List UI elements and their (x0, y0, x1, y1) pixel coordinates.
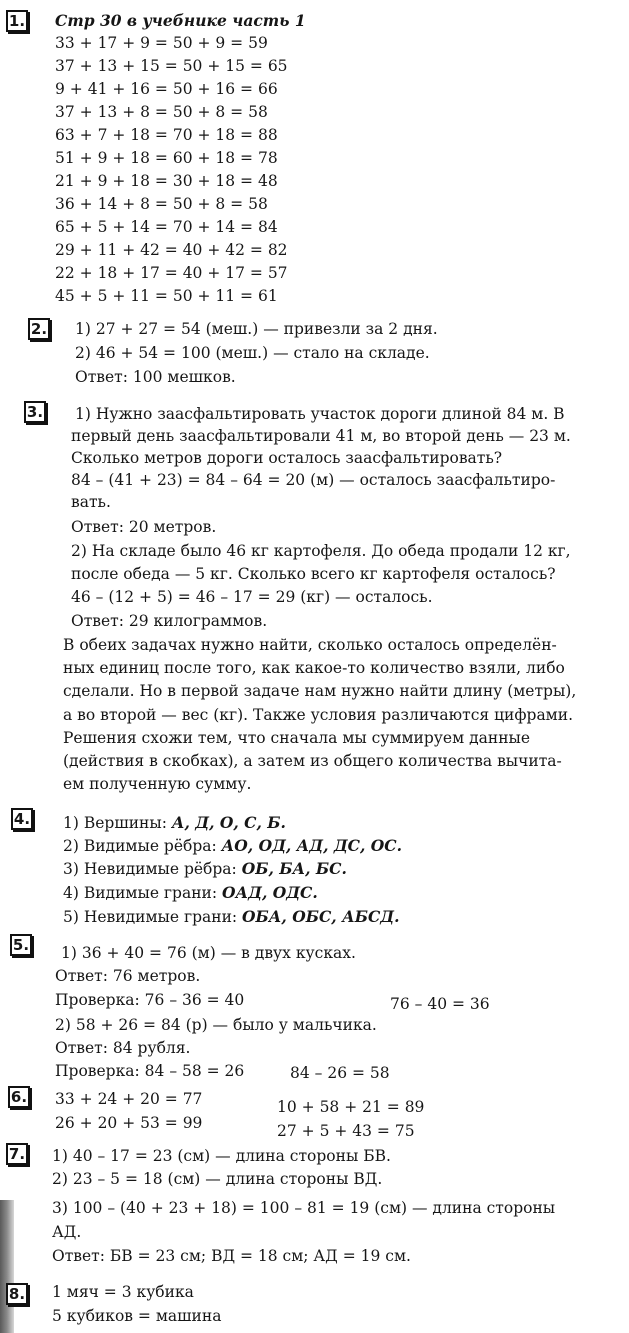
item-value: АО, ОД, АД, ДС, ОС. (221, 836, 403, 855)
task-heading: Стр 30 в учебнике часть 1 (55, 11, 306, 30)
answer-line: Ответ: БВ = 23 см; ВД = 18 см; АД = 19 см. (52, 1247, 411, 1265)
text-line: 5 кубиков = машина (52, 1307, 222, 1325)
text-line: первый день заасфальтировали 41 м, во второй день — 23 м. (71, 427, 571, 445)
text-line: 2) На складе было 46 кг картофеля. До обеда продали 12 кг, (71, 542, 571, 560)
item-value: ОАД, ОДС. (222, 883, 318, 902)
equation-line: 10 + 58 + 21 = 89 (277, 1098, 425, 1116)
solution-line: 1) 27 + 27 = 54 (меш.) — привезли за 2 дня. (75, 320, 438, 338)
solution-line: 3) 100 – (40 + 23 + 18) = 100 – 81 = 19 (см) — длина стороны (52, 1199, 556, 1217)
solution-line: 1) 36 + 40 = 76 (м) — в двух кусках. (61, 944, 356, 962)
item-value: А, Д, О, С, Б. (171, 813, 286, 832)
equation-line: 22 + 18 + 17 = 40 + 17 = 57 (55, 264, 288, 282)
item-label: 4) Видимые грани: (63, 884, 223, 902)
text-line: Решения схожи тем, что сначала мы суммируем данные (63, 729, 531, 747)
list-item (63, 905, 399, 929)
equation-line: 65 + 5 + 14 = 70 + 14 = 84 (55, 218, 278, 236)
equation-line: 37 + 13 + 15 = 50 + 15 = 65 (55, 57, 288, 75)
item-value: ОБ, БА, БС. (241, 859, 347, 878)
item-label: 1) Вершины: (63, 814, 172, 832)
task-number: 4. (11, 808, 33, 830)
text-line: 1 мяч = 3 кубика (52, 1283, 194, 1301)
answer-line: Ответ: 100 мешков. (75, 368, 236, 386)
answer-line: Ответ: 20 метров. (71, 518, 217, 536)
list-item (63, 811, 286, 835)
list-item (63, 834, 402, 858)
equation-line: 51 + 9 + 18 = 60 + 18 = 78 (55, 149, 278, 167)
answer-line: Ответ: 29 килограммов. (71, 612, 268, 630)
page-edge-shadow (0, 1200, 14, 1333)
equation-line: 45 + 5 + 11 = 50 + 11 = 61 (55, 287, 278, 305)
equation-line: 33 + 24 + 20 = 77 (55, 1090, 203, 1108)
task-number: 2. (28, 318, 50, 340)
task-number: 3. (24, 401, 46, 423)
equation-line: 29 + 11 + 42 = 40 + 42 = 82 (55, 241, 288, 259)
text-line: 1) Нужно заасфальтировать участок дороги длиной 84 м. В (75, 405, 565, 423)
equation-line: 27 + 5 + 43 = 75 (277, 1122, 415, 1140)
list-item (63, 881, 318, 905)
equation-line: 21 + 9 + 18 = 30 + 18 = 48 (55, 172, 278, 190)
item-label: 2) Видимые рёбра: (63, 837, 222, 855)
equation-line: 9 + 41 + 16 = 50 + 16 = 66 (55, 80, 278, 98)
text-line: 84 – (41 + 23) = 84 – 64 = 20 (м) — осталось заасфальтиро- (71, 471, 556, 489)
solution-line: АД. (52, 1223, 82, 1241)
equation-line: 63 + 7 + 18 = 70 + 18 = 88 (55, 126, 278, 144)
equation-line: 33 + 17 + 9 = 50 + 9 = 59 (55, 34, 268, 52)
check-line: 84 – 26 = 58 (290, 1064, 390, 1082)
text-line: ных единиц после того, как какое-то количество взяли, либо (63, 659, 565, 677)
item-label: 3) Невидимые рёбра: (63, 860, 242, 878)
task-number: 5. (10, 934, 32, 956)
equation-line: 37 + 13 + 8 = 50 + 8 = 58 (55, 103, 268, 121)
check-line: Проверка: 76 – 36 = 40 (55, 991, 245, 1009)
item-value: ОБА, ОБС, АБСД. (242, 907, 400, 926)
item-label: 5) Невидимые грани: (63, 908, 243, 926)
answer-line: Ответ: 76 метров. (55, 967, 201, 985)
text-line: а во второй — вес (кг). Также условия различаются цифрами. (63, 706, 574, 724)
check-line: Проверка: 84 – 58 = 26 (55, 1062, 245, 1080)
check-line: 76 – 40 = 36 (390, 995, 490, 1013)
text-line: ем полученную сумму. (63, 775, 252, 793)
equation-line: 36 + 14 + 8 = 50 + 8 = 58 (55, 195, 268, 213)
solution-line: 2) 46 + 54 = 100 (меш.) — стало на складе. (75, 344, 430, 362)
equation-line: 26 + 20 + 53 = 99 (55, 1114, 203, 1132)
solution-line: 1) 40 – 17 = 23 (см) — длина стороны БВ. (52, 1147, 391, 1165)
solution-line: 2) 23 – 5 = 18 (см) — длина стороны ВД. (52, 1170, 383, 1188)
text-line: (действия в скобках), а затем из общего количества вычита- (63, 752, 562, 770)
text-line: В обеих задачах нужно найти, сколько осталось определён- (63, 636, 557, 654)
text-line: сделали. Но в первой задаче нам нужно найти длину (метры), (63, 682, 577, 700)
solution-line: 2) 58 + 26 = 84 (р) — было у мальчика. (55, 1016, 377, 1034)
task-number: 1. (6, 10, 28, 32)
task-number: 8. (6, 1283, 28, 1305)
text-line: Сколько метров дороги осталось заасфальтировать? (71, 449, 503, 467)
task-number: 7. (6, 1143, 28, 1165)
text-line: после обеда — 5 кг. Сколько всего кг картофеля осталось? (71, 565, 556, 583)
task-number: 6. (8, 1086, 30, 1108)
list-item (63, 857, 347, 881)
text-line: вать. (71, 493, 111, 511)
text-line: 46 – (12 + 5) = 46 – 17 = 29 (кг) — осталось. (71, 588, 433, 606)
answer-line: Ответ: 84 рубля. (55, 1039, 191, 1057)
